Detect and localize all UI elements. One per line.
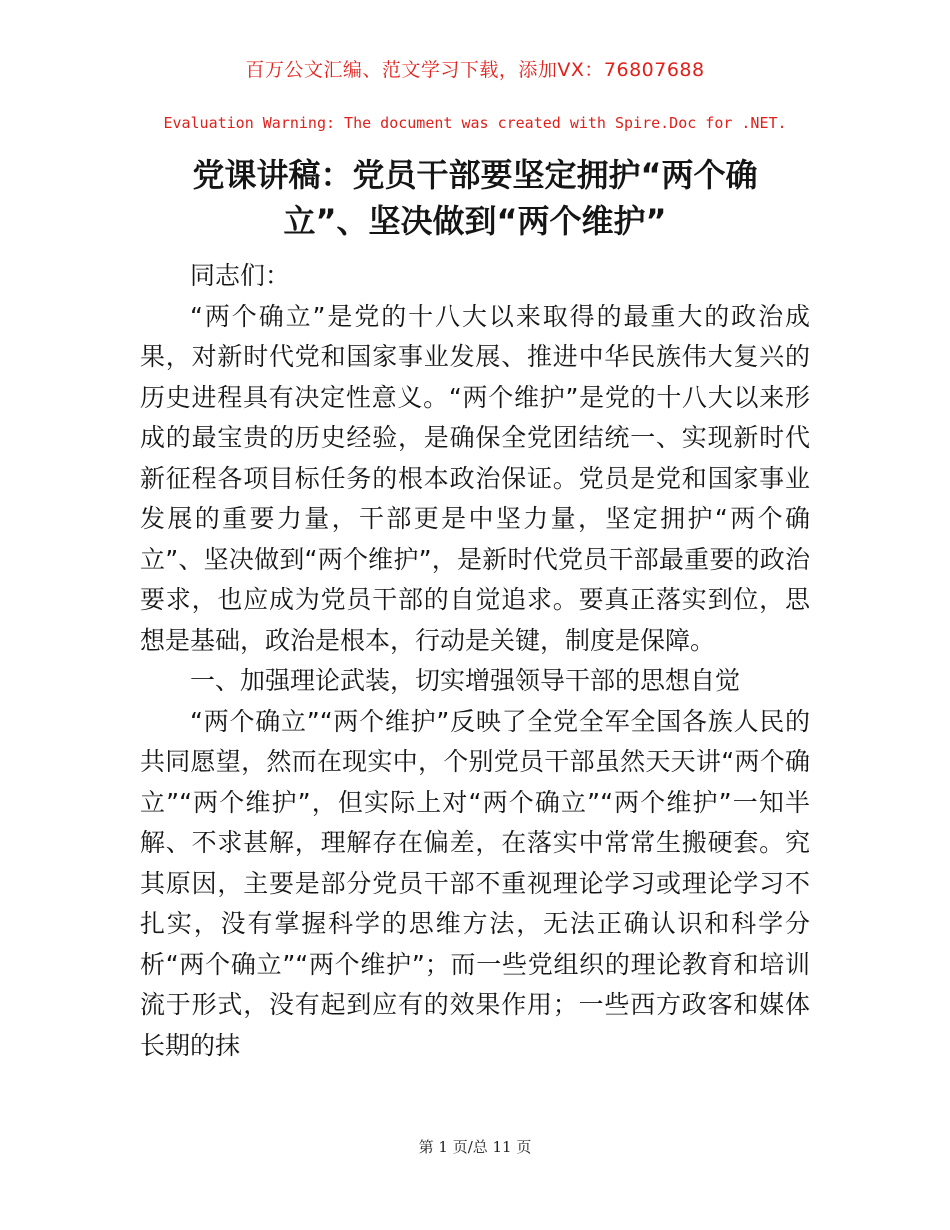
title-line-1: 党课讲稿：党员干部要坚定拥护“两个确 — [192, 156, 758, 194]
header-banner: 百万公文汇编、范文学习下载，添加VX：76807688 — [245, 59, 705, 81]
title-line-2: 立”、坚决做到“两个维护” — [283, 202, 667, 240]
body-paragraph: “两个确立”“两个维护”反映了全党全军全国各族人民的共同愿望，然而在现实中，个别党员干部虽然天天讲“两个确立”“两个维护”，但实际上对“两个确立”“两个维护”一知半解、不求甚解，理解存在偏差，在落实中常常生搬硬套。究其原因，主要是部分党员干部不重视理论学习或理论学习不扎实，没有掌握科学的思维方法，无法正确认识和科学分析“两个确立”“两个维护”；而一些党组织的理论教育和培训流于形式，没有起到应有的效果作用；一些西方政客和媒体长期的抹 — [140, 706, 810, 1060]
evaluation-warning: Evaluation Warning: The document was created with Spire.Doc for .NET. — [163, 114, 787, 132]
section-heading: 一、加强理论武装，切实增强领导干部的思想自觉 — [190, 666, 741, 695]
salutation: 同志们： — [190, 261, 291, 290]
page-number: 第 1 页/总 11 页 — [418, 1138, 532, 1156]
document-title — [140, 152, 810, 244]
document-body — [140, 256, 810, 1066]
body-paragraph: “两个确立”是党的十八大以来取得的最重大的政治成果，对新时代党和国家事业发展、推进中华民族伟大复兴的历史进程具有决定性意义。“两个维护”是党的十八大以来形成的最宝贵的历史经验，是确保全党团结统一、实现新时代新征程各项目标任务的根本政治保证。党员是党和国家事业发展的重要力量，干部更是中坚力量，坚定拥护“两个确立”、坚决做到“两个维护”，是新时代党员干部最重要的政治要求，也应成为党员干部的自觉追求。要真正落实到位，思想是基础，政治是根本，行动是关键，制度是保障。 — [140, 301, 810, 655]
